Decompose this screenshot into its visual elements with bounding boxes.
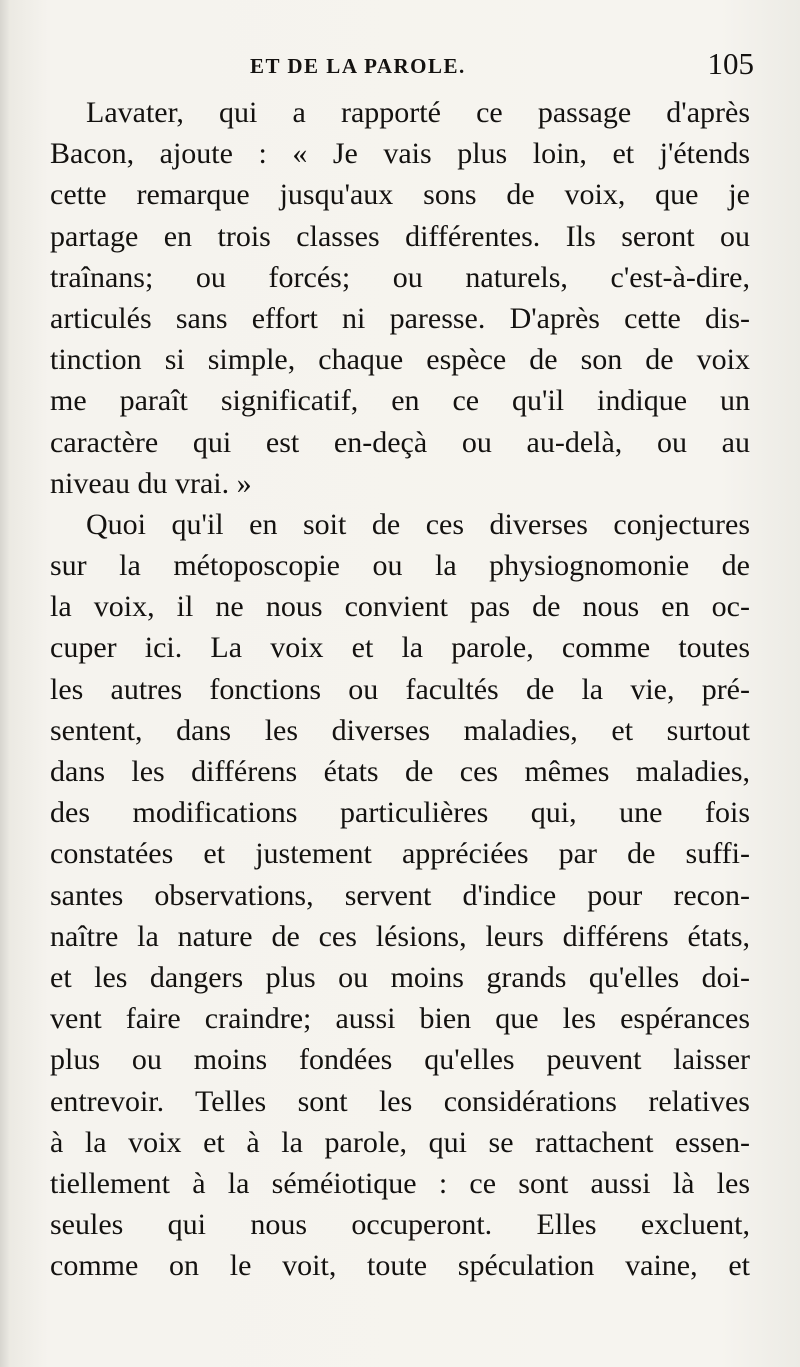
- page-number: 105: [707, 46, 754, 81]
- text-line: comme on le voit, toute spéculation vaine, et: [50, 1249, 750, 1283]
- page-edge-shadow: [0, 0, 10, 1367]
- text-line: vent faire craindre; aussi bien que les espérances: [50, 1002, 750, 1036]
- page-header: [250, 46, 754, 86]
- text-line: articulés sans effort ni paresse. D'après cette dis-: [50, 301, 750, 335]
- text-line: cuper ici. La voix et la parole, comme toutes: [50, 631, 750, 665]
- text-line: tinction si simple, chaque espèce de son de voix: [50, 343, 750, 377]
- text-line: la voix, il ne nous convient pas de nous en oc-: [50, 590, 750, 624]
- body-text: [50, 92, 750, 1286]
- text-line: et les dangers plus ou moins grands qu'elles doi-: [50, 960, 750, 994]
- text-line: tiellement à la séméiotique : ce sont aussi là les: [50, 1166, 750, 1200]
- text-line: santes observations, servent d'indice pour recon-: [50, 878, 750, 912]
- text-line: cette remarque jusqu'aux sons de voix, que je: [50, 178, 750, 212]
- text-line: traînans; ou forcés; ou naturels, c'est-à-dire,: [50, 260, 750, 294]
- text-line: seules qui nous occuperont. Elles excluent,: [50, 1208, 750, 1242]
- text-line: dans les différens états de ces mêmes maladies,: [50, 755, 750, 788]
- text-line: Bacon, ajoute : « Je vais plus loin, et j'étends: [50, 137, 750, 171]
- text-line: constatées et justement appréciées par de suffi-: [50, 837, 750, 871]
- text-line: à la voix et à la parole, qui se rattachent essen-: [50, 1125, 750, 1159]
- text-line: partage en trois classes différentes. Ils seront ou: [50, 219, 750, 253]
- text-line: naître la nature de ces lésions, leurs différens états,: [50, 919, 750, 953]
- text-line: caractère qui est en-deçà ou au-delà, ou au: [50, 425, 750, 459]
- text-line: Lavater, qui a rapporté ce passage d'après: [86, 96, 750, 129]
- text-line: sentent, dans les diverses maladies, et surtout: [50, 713, 750, 747]
- text-line: plus ou moins fondées qu'elles peuvent laisser: [50, 1043, 750, 1077]
- text-line: me paraît significatif, en ce qu'il indique un: [50, 384, 750, 418]
- text-line: Quoi qu'il en soit de ces diverses conjectures: [86, 507, 750, 541]
- text-line: entrevoir. Telles sont les considérations relatives: [50, 1084, 750, 1118]
- text-line: les autres fonctions ou facultés de la vie, pré-: [50, 672, 750, 706]
- running-head: ET DE LA PAROLE.: [250, 54, 466, 78]
- text-line: des modifications particulières qui, une fois: [50, 796, 750, 830]
- text-line: niveau du vrai. »: [50, 466, 252, 500]
- text-line: sur la métoposcopie ou la physiognomonie de: [50, 549, 750, 583]
